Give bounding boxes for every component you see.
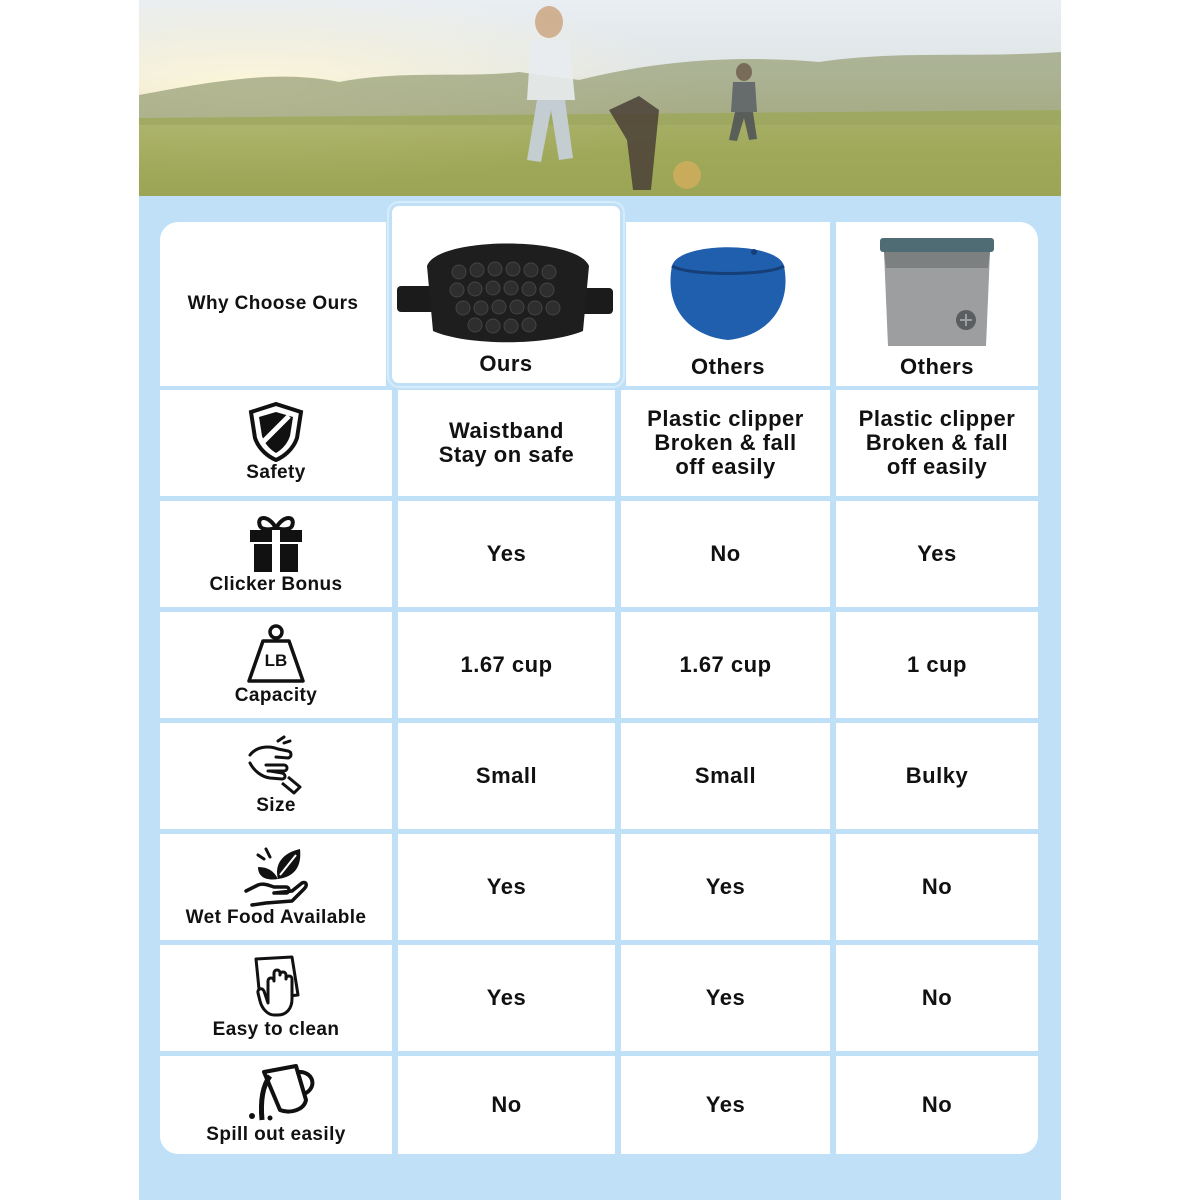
ours-pouch-image <box>397 226 617 346</box>
cell-easy-clean-others-2 <box>836 945 1038 1051</box>
row-label-size <box>160 723 392 829</box>
row-label-text: Capacity <box>234 685 318 706</box>
cell-clicker-ours <box>398 501 615 607</box>
value-text: 1.67 cup <box>679 652 772 677</box>
value-text: Yes <box>705 985 746 1010</box>
cell-spill-others-2 <box>836 1056 1038 1154</box>
column-ours-label: Ours <box>479 351 533 376</box>
value-text: Yes <box>705 1092 746 1117</box>
hero-photo <box>139 0 1061 196</box>
cell-safety-others-1 <box>621 390 830 496</box>
cell-spill-ours <box>398 1056 615 1154</box>
value-text: Yes <box>486 541 527 566</box>
shield-icon <box>245 402 307 462</box>
hand-pinch-icon <box>244 735 308 795</box>
cell-safety-ours <box>398 390 615 496</box>
cell-capacity-others-2 <box>836 612 1038 718</box>
value-text: Plastic clipper Broken & fall off easily <box>858 406 1016 479</box>
wipe-hand-icon <box>248 955 304 1019</box>
cell-size-others-1 <box>621 723 830 829</box>
column-ours-header <box>389 203 623 386</box>
cell-easy-clean-ours <box>398 945 615 1051</box>
row-label-text: Size <box>256 795 296 816</box>
cell-size-ours <box>398 723 615 829</box>
weight-icon-text: LB <box>264 651 288 670</box>
row-label-capacity <box>160 612 392 718</box>
row-label-easy-clean <box>160 945 392 1051</box>
cell-wet-food-others-1 <box>621 834 830 940</box>
cell-clicker-others-2 <box>836 501 1038 607</box>
spill-cup-icon <box>234 1064 318 1124</box>
header-label: Why Choose Ours <box>187 293 359 314</box>
cell-capacity-ours <box>398 612 615 718</box>
cell-easy-clean-others-1 <box>621 945 830 1051</box>
value-text: 1 cup <box>907 652 967 677</box>
value-text: No <box>491 1092 522 1117</box>
value-text: No <box>921 985 953 1010</box>
leaf-hand-icon <box>244 845 308 907</box>
others-blue-pouch-image <box>658 236 798 346</box>
value-text: Small <box>694 763 757 788</box>
cell-wet-food-ours <box>398 834 615 940</box>
cell-capacity-others-1 <box>621 612 830 718</box>
others-grey-bag-image <box>872 234 1002 354</box>
row-label-safety <box>160 390 392 496</box>
column-others-2-label: Others <box>900 354 974 379</box>
value-text: Yes <box>486 985 527 1010</box>
column-others-1-header <box>626 222 830 386</box>
value-text: 1.67 cup <box>460 652 553 677</box>
row-label-spill <box>160 1056 392 1154</box>
row-label-text: Safety <box>246 462 306 483</box>
value-text: Yes <box>917 541 957 566</box>
value-text: Bulky <box>905 763 969 788</box>
cell-safety-others-2 <box>836 390 1038 496</box>
value-text: Yes <box>705 874 746 899</box>
column-others-2-header <box>836 222 1038 386</box>
cell-spill-others-1 <box>621 1056 830 1154</box>
value-text: Waistband Stay on safe <box>438 418 575 467</box>
value-text: No <box>921 1092 953 1117</box>
column-others-1-label: Others <box>691 354 765 379</box>
value-text: No <box>710 541 741 566</box>
value-text: Yes <box>486 874 527 899</box>
row-label-text: Wet Food Available <box>185 907 367 928</box>
gift-icon <box>248 512 304 574</box>
header-label-cell <box>160 222 386 386</box>
weight-icon <box>245 623 307 685</box>
cell-clicker-others-1 <box>621 501 830 607</box>
value-text: No <box>921 874 953 899</box>
row-label-text: Clicker Bonus <box>209 574 343 595</box>
value-text: Plastic clipper Broken & fall off easily <box>647 406 804 479</box>
row-label-text: Spill out easily <box>206 1124 346 1145</box>
row-label-text: Easy to clean <box>212 1019 340 1040</box>
value-text: Small <box>475 763 538 788</box>
row-label-clicker-bonus <box>160 501 392 607</box>
cell-wet-food-others-2 <box>836 834 1038 940</box>
row-label-wet-food <box>160 834 392 940</box>
cell-size-others-2 <box>836 723 1038 829</box>
